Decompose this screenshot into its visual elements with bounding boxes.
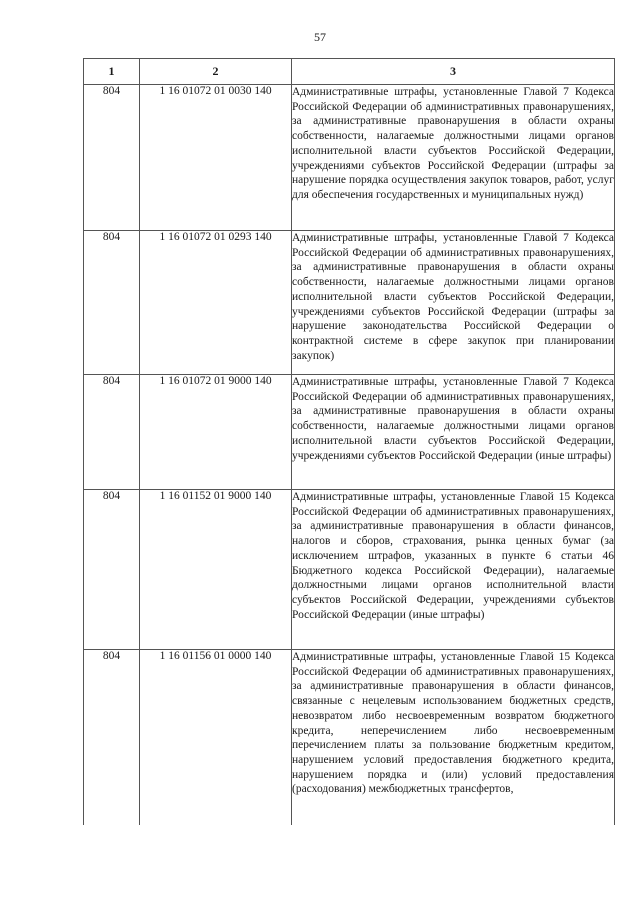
table-header-row (84, 59, 615, 85)
description-cell: Административные штрафы, установленные Главой 15 Кодекса Российской Федерации об административных правонарушениях, за административные правонарушения в области финансов, связанные с нецелевым использованием бюджетных средств, невозвратом либо несвоевременным возвратом бюджетного кредита, неперечислением либо несвоевременным перечислением платы за пользование бюджетным кредитом, нарушением условий предоставления бюджетного кредита, нарушением порядка и (или) условий предоставления (расходования) межбюджетных трансфертов, (292, 650, 615, 825)
description-cell: Административные штрафы, установленные Главой 7 Кодекса Российской Федерации об административных правонарушениях, за административные правонарушения в области охраны собственности, налагаемые должностными лицами органов исполнительной власти субъектов Российской Федерации, учреждениями субъектов Российской Федерации (штрафы за нарушение порядка осуществления закупок товаров, работ, услуг для обеспечения государственных и муниципальных нужд) (292, 85, 615, 231)
page-number: 57 (314, 30, 326, 44)
column-header-1: 1 (84, 59, 140, 85)
description-cell: Административные штрафы, установленные Главой 15 Кодекса Российской Федерации об административных правонарушениях, за административные правонарушения в области финансов, налогов и сборов, страхования, рынка ценных бумаг (за исключением штрафов, указанных в пункте 6 статьи 46 Бюджетного кодекса Российской Федерации), налагаемые должностными лицами органов исполнительной власти субъектов Российской Федерации, учреждениями субъектов Российской Федерации (иные штрафы) (292, 490, 615, 650)
table-row (84, 490, 615, 650)
admin-code-cell: 804 (84, 231, 140, 375)
column-header-2: 2 (140, 59, 292, 85)
budget-code-cell: 1 16 01072 01 0293 140 (140, 231, 292, 375)
admin-code-cell: 804 (84, 650, 140, 825)
budget-code-cell: 1 16 01152 01 9000 140 (140, 490, 292, 650)
table-row (84, 375, 615, 490)
table-row (84, 650, 615, 825)
budget-code-cell: 1 16 01072 01 9000 140 (140, 375, 292, 490)
budget-classification-table (83, 58, 615, 825)
admin-code-cell: 804 (84, 85, 140, 231)
description-cell: Административные штрафы, установленные Главой 7 Кодекса Российской Федерации об административных правонарушениях, за административные правонарушения в области охраны собственности, налагаемые должностными лицами органов исполнительной власти субъектов Российской Федерации, учреждениями субъектов Российской Федерации (иные штрафы) (292, 375, 615, 490)
table-row (84, 231, 615, 375)
admin-code-cell: 804 (84, 375, 140, 490)
budget-code-cell: 1 16 01156 01 0000 140 (140, 650, 292, 825)
admin-code-cell: 804 (84, 490, 140, 650)
description-cell: Административные штрафы, установленные Главой 7 Кодекса Российской Федерации об административных правонарушениях, за административные правонарушения в области охраны собственности, налагаемые должностными лицами органов исполнительной власти субъектов Российской Федерации, учреждениями субъектов Российской Федерации (штрафы за нарушение законодательства Российской Федерации о контрактной системе в сфере закупок при планировании закупок) (292, 231, 615, 375)
column-header-3: 3 (292, 59, 615, 85)
table-row (84, 85, 615, 231)
budget-code-cell: 1 16 01072 01 0030 140 (140, 85, 292, 231)
